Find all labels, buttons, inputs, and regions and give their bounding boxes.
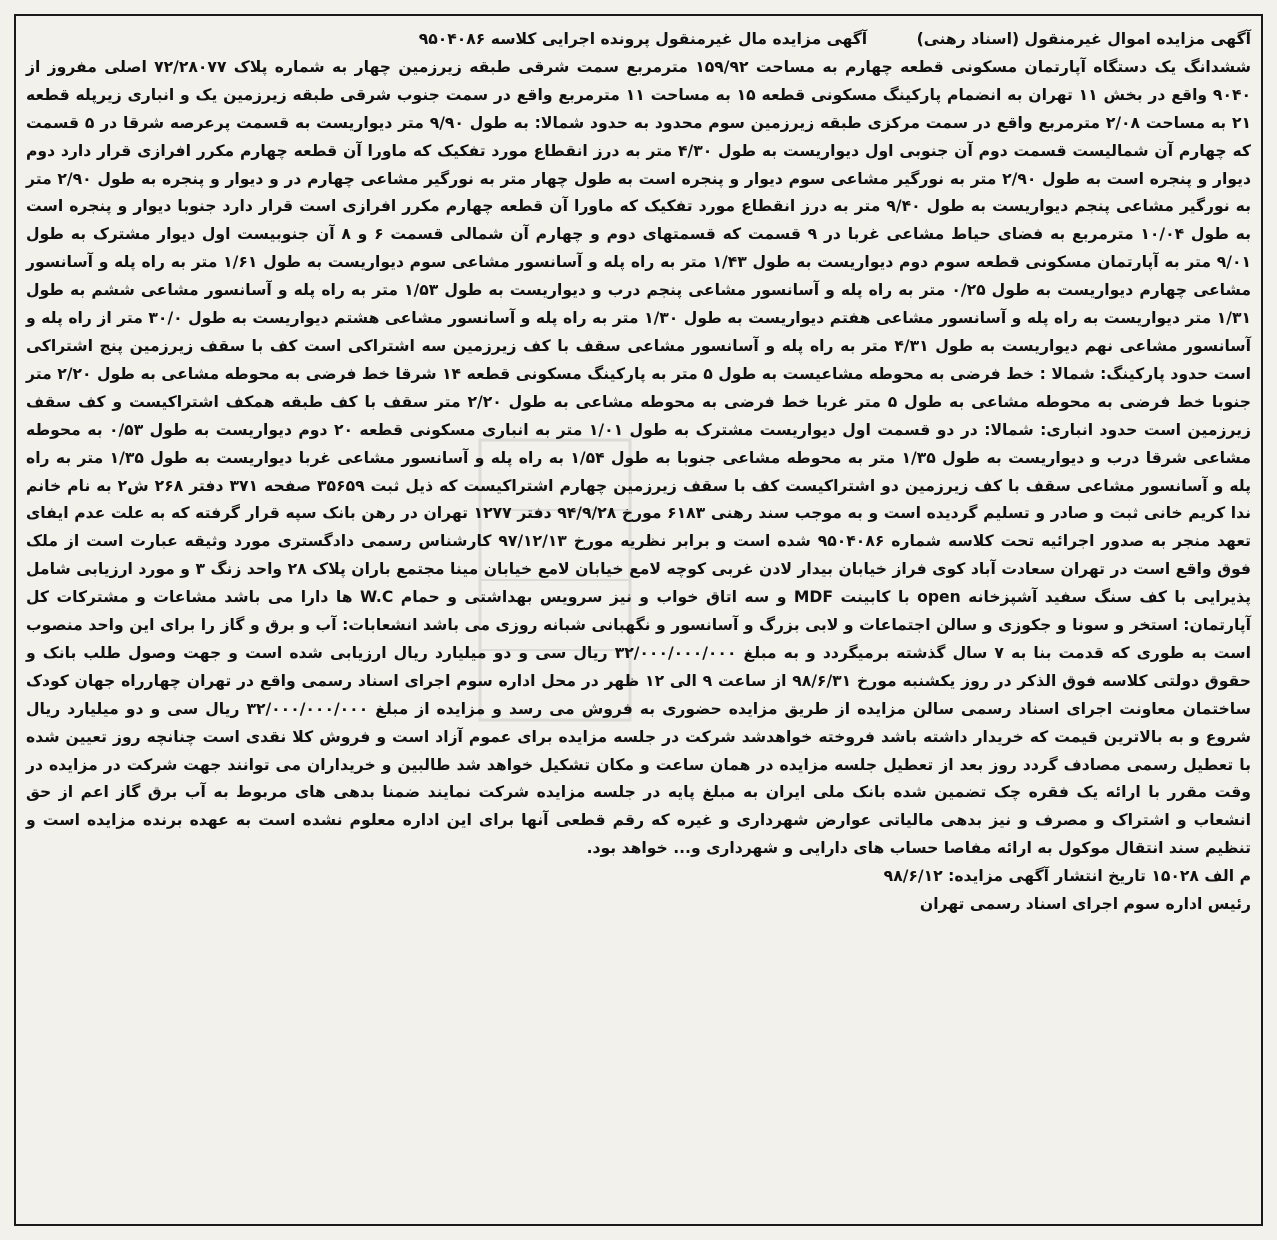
notice-text: [26, 26, 1251, 919]
notice-signature: رئیس اداره سوم اجرای اسناد رسمی تهران: [919, 895, 1251, 914]
notice-body: ششدانگ یک دستگاه آپارتمان مسکونی قطعه چهارم به مساحت ۱۵۹/۹۲ مترمربع سمت شرقی طبقه زیرزمین چهار به شماره پلاک ۷۲/۲۸۰۷۷ اصلی مفروز از ۹۰۴۰ واقع در بخش ۱۱ تهران به انضمام پارکینگ مسکونی قطعه ۱۵ به مساحت ۱۱ مترمربع واقع در سمت جنوب شرقی طبقه زیرزمین یک و انباری زیرپله قطعه ۲۱ به مساحت ۲/۰۸ مترمربع واقع در سمت مرکزی طبقه زیرزمین سوم محدود به حدود شمالا: به طول ۹/۹۰ متر دیواریست به قسمت پرعرصه شرقا در ۵ قسمت که چهارم آن شمالیست قسمت دوم آن جنوبی اول دیواریست به طول ۴/۳۰ متر به درز انقطاع مورد تفکیک که ماورا آن قطعه چهارم مکرر افرازی قرار دارد دوم دیوار و پنجره است به طول ۲/۹۰ متر به نورگیر مشاعی سوم دیوار و پنجره است به طول چهار متر به نورگیر مشاعی چهارم در و دیوار و پنجره به طول ۲/۹۰ متر به نورگیر مشاعی پنجم دیواریست به طول ۹/۴۰ متر به درز انقطاع مورد تفکیک که ماورا آن قطعه چهارم مکرر افرازی است قرار دارد جنوبا دیوار و پنجره است به طول ۱۰/۰۴ مترمربع به فضای حیاط مشاعی غربا در ۹ قسمت که قسمتهای دوم و چهارم آن شمالی قسمت ۶ و ۸ آن جنوبیست اول دیوار مشترک به طول ۹/۰۱ متر به آپارتمان مسکونی قطعه سوم دوم دیواریست به طول ۱/۴۳ متر به راه پله و آسانسور مشاعی سوم دیواریست به طول ۱/۶۱ متر به راه پله و آسانسور مشاعی چهارم دیواریست به طول ۰/۲۵ متر به راه پله و آسانسور مشاعی پنجم درب و دیواریست به طول ۱/۵۳ متر به راه پله و آسانسور مشاعی ششم به طول ۱/۳۱ متر دیواریست به راه پله و آسانسور مشاعی هفتم دیواریست به طول ۱/۳۰ متر به راه پله و آسانسور مشاعی هشتم دیواریست به طول ۳۰/۰ متر از راه پله و آسانسور مشاعی نهم دیواریست به طول ۴/۳۱ متر به راه پله و آسانسور مشاعی سقف با کف زیرزمین سه اشتراکی است کف با سقف زیرزمین پنج اشتراکی است حدود پارکینگ: شمالا : خط فرضی به محوطه مشاعیست به طول ۵ متر به پارکینگ مسکونی قطعه ۱۴ شرقا خط فرضی به محوطه مشاعی به طول ۲/۲۰ متر جنوبا خط فرضی به محوطه مشاعی به طول ۵ متر غربا خط فرضی به محوطه مشاعی به طول ۲/۲۰ متر سقف با کف طبقه همکف اشتراکیست و کف سقف زیرزمین است حدود انباری: شمالا: در دو قسمت اول دیواریست مشترک به طول ۱/۰۱ متر به انباری مسکونی قطعه ۲۰ دوم دیواریست به طول ۰/۵۳ به محوطه مشاعی شرقا درب و دیواریست به طول ۱/۳۵ متر به محوطه مشاعی جنوبا به طول ۱/۵۴ به راه پله و آسانسور مشاعی غربا دیواریست به طول ۱/۳۵ متر به راه پله و آسانسور مشاعی سقف با کف زیرزمین دو اشتراکیست کف با سقف زیرزمین چهارم اشتراکیست که ذیل ثبت ۳۵۶۵۹ صفحه ۳۷۱ دفتر ۲۶۸ ش۲ به نام خانم ندا کریم خانی ثبت و صادر و تسلیم گردیده است و به موجب سند رهنی ۶۱۸۳ مورخ ۹۴/۹/۲۸ دفتر ۱۲۷۷ تهران در رهن بانک سپه قرار گرفته که به علت عدم ایفای تعهد منجر به صدور اجرائیه تحت کلاسه شماره ۹۵۰۴۰۸۶ شده است و برابر نظریه مورخ ۹۷/۱۲/۱۳ کارشناس رسمی دادگستری مورد وثیقه عبارت است از ملک فوق واقع است در تهران سعادت آباد کوی فراز خیابان بیدار لادن غربی کوچه لامع خیابان لامع خیابان مینا مجتمع باران پلاک ۲۸ واحد زنگ ۳ و مورد ارزیابی شامل پذیرایی با کف سنگ سفید آشپزخانه open با کابینت MDF و سه اتاق خواب و نیز سرویس بهداشتی و حمام W.C ها دارا می باشد مشاعات و مشترکات کل آپارتمان: استخر و سونا و جکوزی و سالن اجتماعات و لابی بزرگ و آسانسور و نگهبانی شبانه روزی می باشد انشعابات: آب و برق و گاز را برای این واحد منصوب است به طوری که قدمت بنا به ۷ سال گذشته برمیگردد و به مبلغ ۳۲/۰۰۰/۰۰۰/۰۰۰ ریال سی و دو میلیارد ریال ارزیابی شده است و جهت وصول طلب بانک و حقوق دولتی کلاسه فوق الذکر در روز یکشنبه مورخ ۹۸/۶/۳۱ از ساعت ۹ الی ۱۲ ظهر در محل اداره سوم اجرای اسناد رسمی واقع در تهران چهارراه جهان کودک ساختمان معاونت اجرای اسناد رسمی سالن مزایده از طریق مزایده حضوری به فروش می رسد و مزایده از مبلغ ۳۲/۰۰۰/۰۰۰/۰۰۰ ریال سی و دو میلیارد ریال شروع و به بالاترین قیمت که خریدار داشته باشد فروخته خواهدشد شرکت در جلسه مزایده برای عموم آزاد است و فروش کلا نقدی است چنانچه روز تعیین شده با تعطیل رسمی مصادف گردد روز بعد از تعطیل جلسه مزایده در همان ساعت و مکان تشکیل خواهد شد طالبین و خریداران می توانند جهت شرکت در مزایده در وقت مقرر با ارائه یک فقره چک تضمین شده بانک ملی ایران به مبلغ پایه در جلسه مزایده شرکت نمایند ضمنا بدهی های مربوط به آب برق گاز اعم از حق انشعاب و اشتراک و مصرف و نیز بدهی مالیاتی عوارض شهرداری و غیره که رقم قطعی آنها برای این اداره معلوم نشده است به عهده برنده مزایده است و تنظیم سند انتقال موکول به ارائه مفاصا حساب های دارایی و شهرداری و... خواهد بود.: [26, 57, 1252, 858]
notice-title-case: آگهی مزایده مال غیرمنقول پرونده اجرایی کلاسه ۹۵۰۴۰۸۶: [418, 30, 868, 48]
notice-title-collateral: آگهی مزایده اموال غیرمنقول (اسناد رهنی): [916, 30, 1251, 48]
notice-publication-info: م الف ۱۵۰۲۸ تاریخ انتشار آگهی مزایده: ۹۸/۶/۱۲: [883, 867, 1251, 886]
notice-title-row: [26, 26, 1251, 54]
